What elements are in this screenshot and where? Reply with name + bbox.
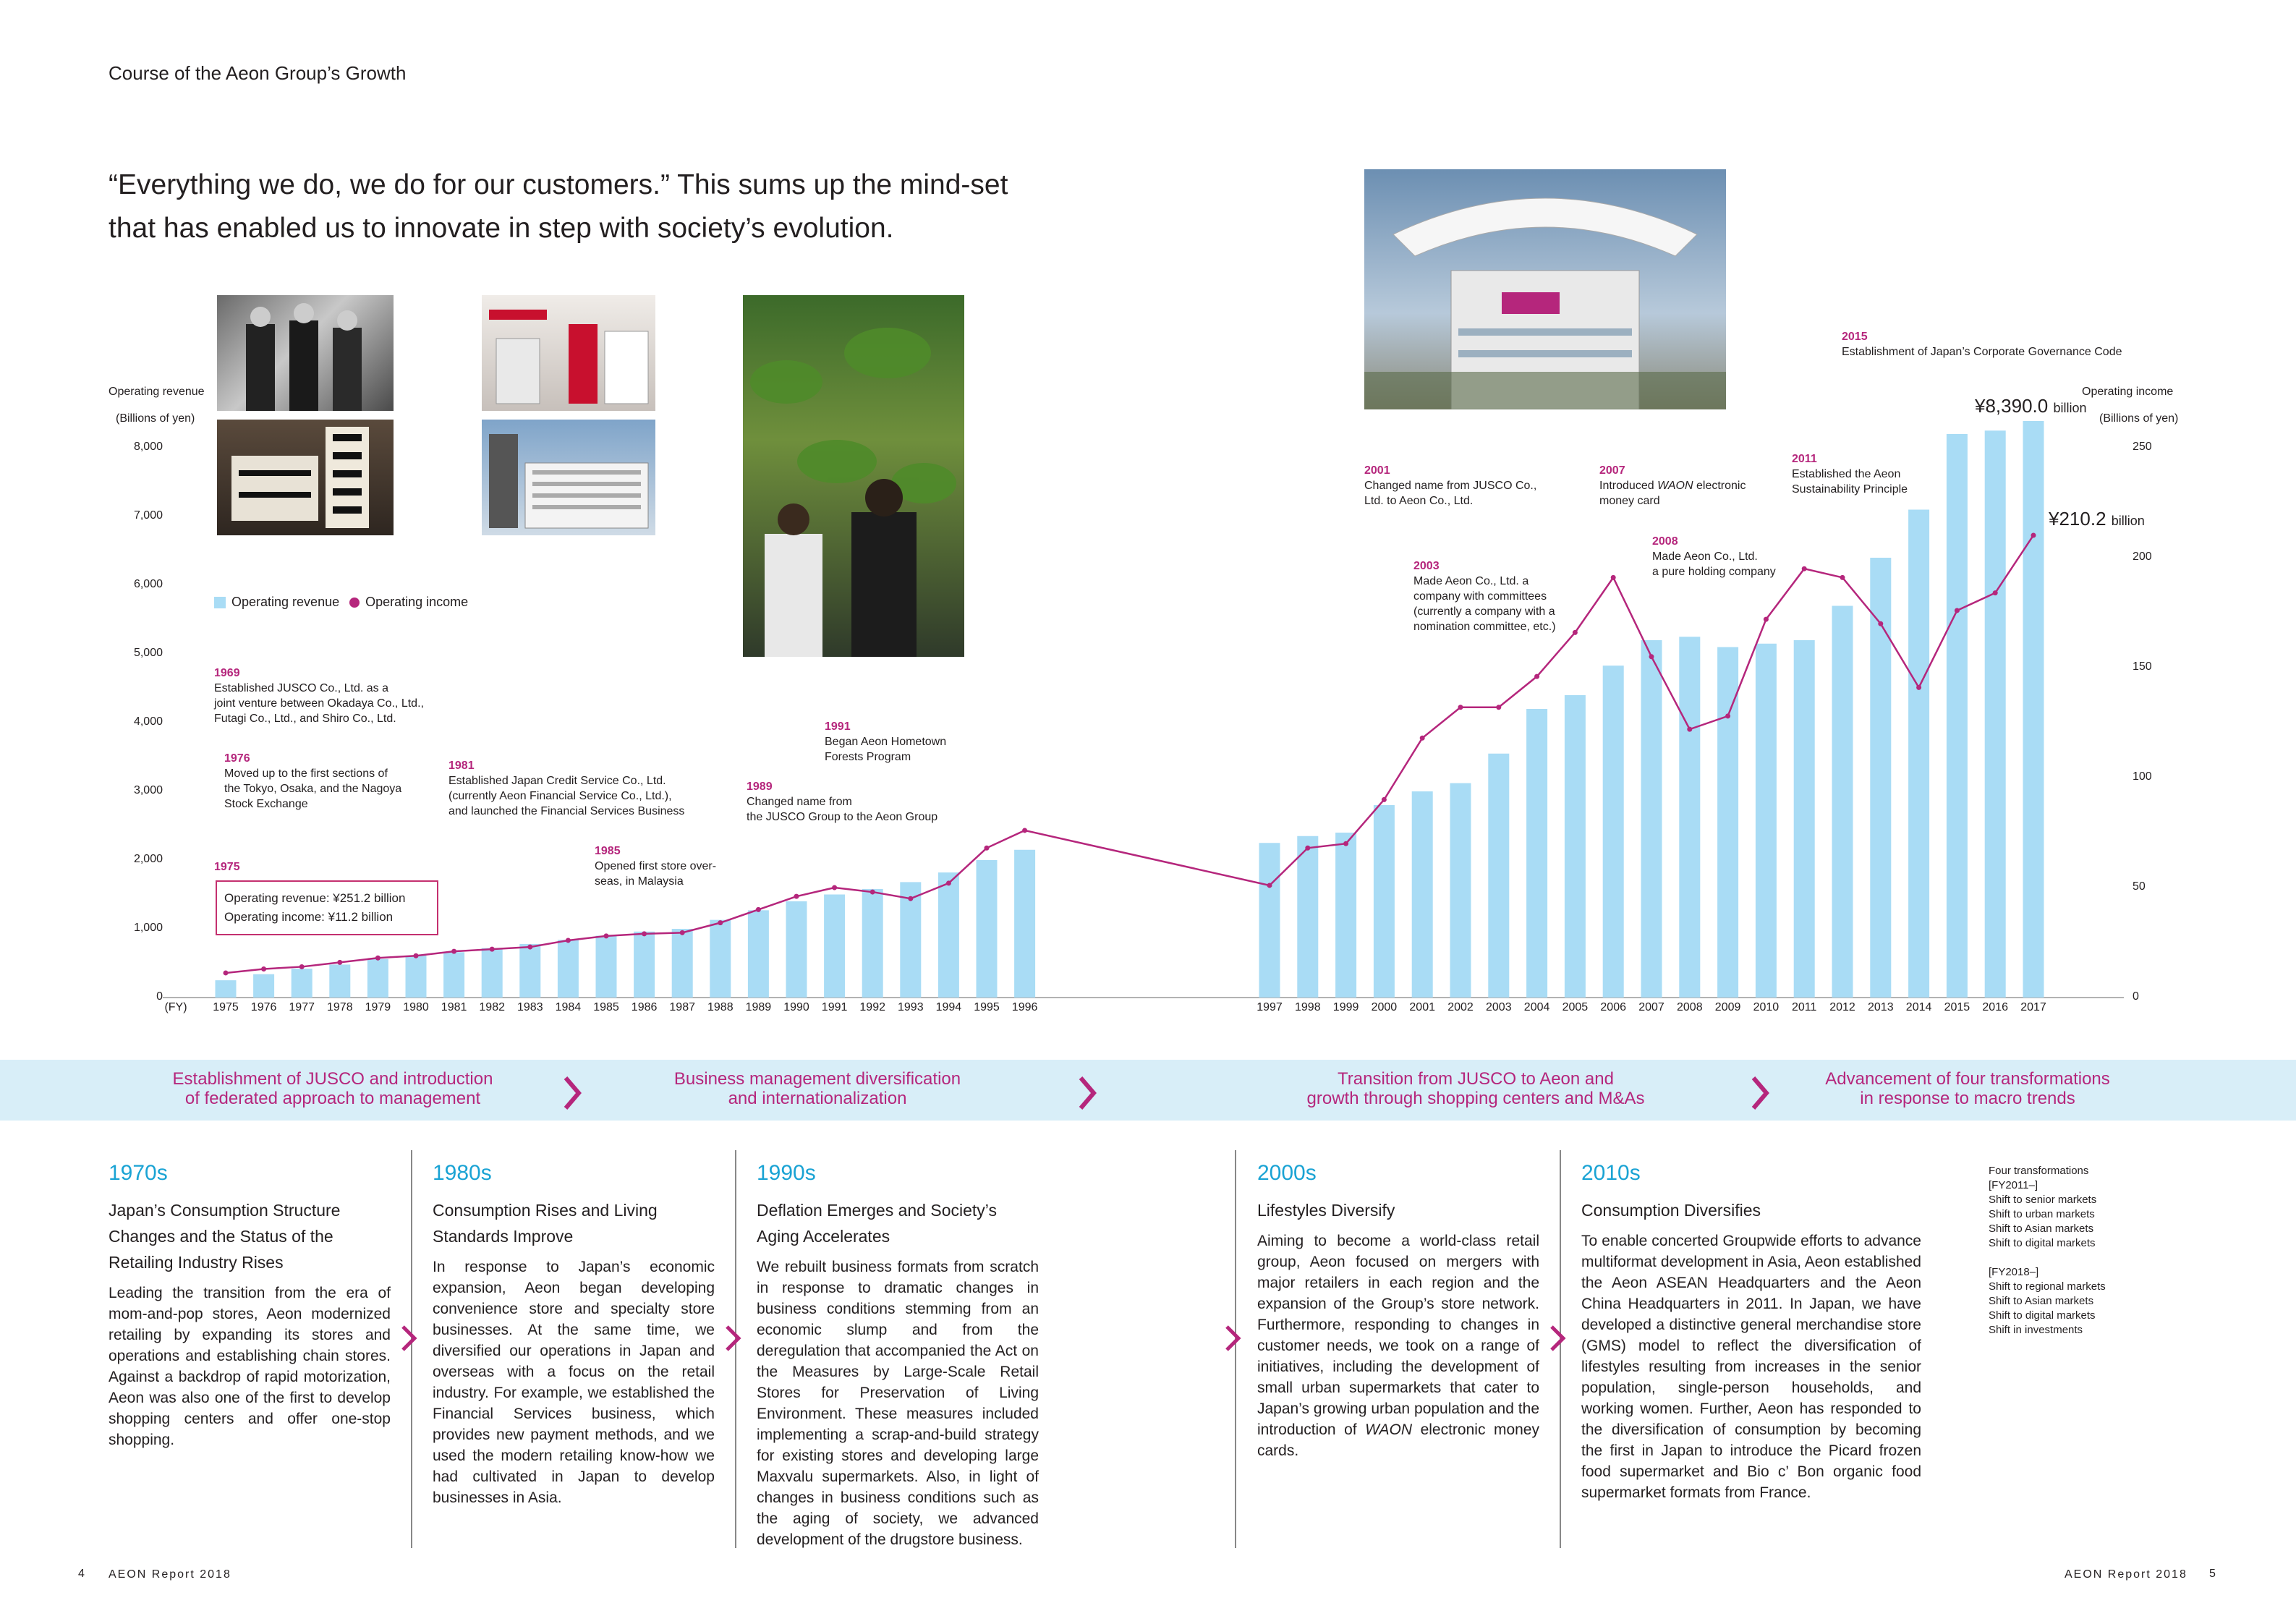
phase-line: of federated approach to management <box>184 1089 481 1108</box>
x-axis-label: (FY) <box>164 1001 187 1013</box>
four-item: Shift to urban markets <box>1989 1208 2095 1220</box>
phase-1 <box>130 1069 535 1108</box>
annotation-year: 2015 <box>1842 331 1868 343</box>
revenue-bar-1990 <box>786 901 807 998</box>
page-number-left: 4 <box>78 1568 86 1580</box>
annotation-year: 2001 <box>1364 464 1390 477</box>
page-number-right: 5 <box>2209 1568 2217 1580</box>
x-tick-1983: 1983 <box>517 1001 543 1013</box>
revenue-bar-2006 <box>1603 666 1624 998</box>
x-tick-2002: 2002 <box>1447 1001 1474 1013</box>
chart-legend <box>214 595 468 610</box>
x-tick-1982: 1982 <box>479 1001 505 1013</box>
decade-1980s <box>433 1161 715 1508</box>
phase-3 <box>1273 1069 1678 1108</box>
callout-revenue: Operating revenue: ¥251.2 billion <box>224 891 406 905</box>
phase-line: in response to macro trends <box>1860 1089 2075 1108</box>
income-point-1989 <box>756 907 761 912</box>
annotation-text: Established JUSCO Co., Ltd. as a joint venture between Okadaya Co., Ltd., Futagi Co., Ltd., and Shiro Co., Ltd. <box>214 682 424 725</box>
revenue-bar-2001 <box>1412 791 1433 998</box>
annotation-1976 <box>224 751 441 812</box>
right-axis-title: Operating income <box>2082 386 2174 398</box>
chevron-right-icon <box>1549 1324 1566 1353</box>
income-point-2012 <box>1840 575 1845 580</box>
income-point-2000 <box>1382 797 1387 802</box>
x-tick-2016: 2016 <box>1982 1001 2008 1013</box>
x-tick-1997: 1997 <box>1257 1001 1283 1013</box>
annotation-year: 1985 <box>595 845 621 857</box>
revenue-2017-unit: billion <box>2053 401 2087 415</box>
annotation-text: Established the Aeon Sustainability Principle <box>1792 468 1908 496</box>
four-item: Shift in investments <box>1989 1324 2083 1336</box>
annotation-text: Changed name from the JUSCO Group to the Aeon Group <box>747 796 938 823</box>
revenue-bar-1984 <box>558 940 579 998</box>
revenue-bar-1975 <box>216 980 237 998</box>
income-2017-unit: billion <box>2111 514 2145 528</box>
revenue-bar-1989 <box>748 910 769 998</box>
x-tick-2000: 2000 <box>1371 1001 1398 1013</box>
annotation-text: Opened first store over- seas, in Malaysia <box>595 860 717 888</box>
revenue-bar-2011 <box>1794 640 1815 998</box>
left-ytick: 7,000 <box>133 509 163 522</box>
x-tick-1977: 1977 <box>289 1001 315 1013</box>
phase-line: Transition from JUSCO to Aeon and <box>1338 1069 1614 1089</box>
annotation-year: 1975 <box>214 861 240 873</box>
report-name-right: AEON Report 2018 <box>2065 1568 2187 1581</box>
income-point-2013 <box>1878 621 1883 626</box>
income-point-1998 <box>1305 846 1310 851</box>
left-ytick: 3,000 <box>133 784 163 796</box>
revenue-bar-1996 <box>1014 850 1035 998</box>
phase-line: and internationalization <box>728 1089 907 1108</box>
legend-label-income: Operating income <box>365 595 469 609</box>
income-point-2017 <box>2031 532 2036 537</box>
right-ytick: 200 <box>2133 550 2152 563</box>
annotation-1989 <box>747 779 985 825</box>
revenue-bar-1981 <box>443 952 464 998</box>
decade-body-post: electronic money cards. <box>1257 1421 1539 1459</box>
callout-income: Operating income: ¥11.2 billion <box>224 910 394 924</box>
revenue-bar-1977 <box>292 969 312 998</box>
x-tick-2008: 2008 <box>1677 1001 1703 1013</box>
report-name-left: AEON Report 2018 <box>109 1568 231 1581</box>
phase-line: Establishment of JUSCO and introduction <box>172 1069 493 1089</box>
chevron-right-icon <box>1224 1324 1241 1353</box>
income-point-1991 <box>832 885 837 890</box>
left-ytick: 8,000 <box>133 441 163 453</box>
left-ytick: 2,000 <box>133 853 163 865</box>
revenue-bar-1999 <box>1335 833 1356 998</box>
income-point-1976 <box>261 966 266 972</box>
chevron-right-icon <box>561 1075 583 1111</box>
income-2017-value: ¥210.2 <box>2049 508 2106 530</box>
annotation-1969 <box>214 666 460 726</box>
four-group2-label: [FY2018–] <box>1989 1266 2039 1278</box>
annotation-text: Establishment of Japan’s Corporate Governance Code <box>1842 346 2122 358</box>
annotation-text: Made Aeon Co., Ltd. a company with committees (currently a company with a nomination committee, etc.) <box>1413 575 1556 633</box>
annotation-year: 2011 <box>1792 453 1817 465</box>
income-point-1980 <box>414 953 419 958</box>
x-tick-2007: 2007 <box>1638 1001 1664 1013</box>
annotation-year: 1991 <box>825 720 851 733</box>
left-ytick: 1,000 <box>133 922 163 934</box>
chevron-right-icon <box>400 1324 417 1353</box>
annotation-year: 2008 <box>1652 535 1678 548</box>
revenue-bar-1978 <box>329 964 350 998</box>
income-point-1996 <box>1022 828 1027 833</box>
four-item: Shift to digital markets <box>1989 1309 2096 1322</box>
x-tick-2006: 2006 <box>1600 1001 1626 1013</box>
annotation-text: Made Aeon Co., Ltd. a pure holding company <box>1652 550 1776 578</box>
phase-2 <box>622 1069 1013 1108</box>
annotation-2003 <box>1413 558 1587 634</box>
revenue-bar-1976 <box>253 974 274 998</box>
section-title: Course of the Aeon Group’s Growth <box>109 62 407 84</box>
left-axis-unit: (Billions of yen) <box>116 412 195 425</box>
right-ytick: 150 <box>2133 660 2152 673</box>
decade-label: 2010s <box>1581 1161 1641 1185</box>
phase-line: Advancement of four transformations <box>1825 1069 2110 1089</box>
x-tick-2012: 2012 <box>1829 1001 1855 1013</box>
decade-body <box>1257 1230 1539 1461</box>
revenue-bar-1986 <box>634 932 655 998</box>
chevron-right-icon <box>1749 1075 1771 1111</box>
legend-swatch-income <box>349 598 360 608</box>
decade-body-pre: Aiming to become a world-class retail group, Aeon focused on mergers with major retailers in each region and the expansion of the Group’s store network. Furthermore, responding to changes in customer needs, we took on a range of initiatives, including the development of small urban supermarkets that cater to Japan’s growing urban population and the introduction of <box>1257 1233 1539 1438</box>
revenue-bar-2000 <box>1374 805 1395 998</box>
x-tick-1995: 1995 <box>974 1001 1000 1013</box>
revenue-2017-label <box>1975 395 2086 417</box>
revenue-bar-2005 <box>1565 695 1586 998</box>
decade-body: In response to Japan’s economic expansion, Aeon began developing convenience store and specialty store businesses. At the same time, we diversified our operations in Japan and overseas with a focus on the retail industry. For example, we established the Financial Services business, which provides new payment methods, and we used the modern retailing know-how we had cultivated in Japan to develop businesses in Asia. <box>433 1259 715 1506</box>
annotation-text: Established Japan Credit Service Co., Ltd. (currently Aeon Financial Service Co., Ltd.), and launched the Financial Services Business <box>448 775 685 817</box>
revenue-bar-1983 <box>519 944 540 998</box>
revenue-bar-2014 <box>1908 510 1929 998</box>
annotation-year: 1969 <box>214 667 240 679</box>
decade-title: Japan’s Consumption Structure Changes and the Status of the Retailing Industry Rises <box>109 1201 341 1272</box>
four-group1-label: [FY2011–] <box>1989 1179 2038 1191</box>
annotation-text-em: WAON <box>1657 480 1693 492</box>
decade-2010s <box>1581 1161 1921 1503</box>
annotation-2011 <box>1792 451 1965 497</box>
annotation-text: Moved up to the first sections of the Tokyo, Osaka, and the Nagoya Stock Exchange <box>224 768 402 810</box>
decade-label: 1990s <box>757 1161 816 1185</box>
decade-label: 1980s <box>433 1161 492 1185</box>
phase-4 <box>1787 1069 2148 1108</box>
revenue-bar-1979 <box>367 959 388 998</box>
annotation-text: Changed name from JUSCO Co., Ltd. to Aeon Co., Ltd. <box>1364 480 1537 507</box>
phase-line: growth through shopping centers and M&As <box>1306 1089 1645 1108</box>
revenue-bar-2016 <box>1985 430 2006 998</box>
income-point-2010 <box>1764 617 1769 622</box>
x-tick-1992: 1992 <box>859 1001 885 1013</box>
x-tick-1999: 1999 <box>1332 1001 1359 1013</box>
right-ytick: 0 <box>2133 990 2139 1003</box>
income-point-2004 <box>1534 674 1539 679</box>
x-tick-1987: 1987 <box>669 1001 695 1013</box>
x-tick-1991: 1991 <box>821 1001 848 1013</box>
revenue-bar-1994 <box>938 872 959 998</box>
callout-1975 <box>216 880 438 935</box>
x-tick-2013: 2013 <box>1868 1001 1894 1013</box>
annotation-1985 <box>595 843 739 889</box>
revenue-bar-2015 <box>1947 434 1968 998</box>
left-ytick: 6,000 <box>133 578 163 590</box>
income-point-2008 <box>1687 727 1692 732</box>
x-tick-1980: 1980 <box>403 1001 429 1013</box>
left-axis-title: Operating revenue <box>109 386 205 398</box>
right-axis-unit: (Billions of yen) <box>2099 412 2179 425</box>
revenue-bar-1987 <box>672 929 693 998</box>
left-ytick: 0 <box>156 990 163 1003</box>
x-tick-2009: 2009 <box>1714 1001 1741 1013</box>
decade-label: 1970s <box>109 1161 168 1185</box>
x-tick-2001: 2001 <box>1409 1001 1435 1013</box>
x-tick-2004: 2004 <box>1523 1001 1550 1013</box>
income-point-1977 <box>299 964 305 969</box>
revenue-bar-2004 <box>1526 709 1547 998</box>
annotation-2008 <box>1652 534 1826 579</box>
decade-body: Leading the transition from the era of mom-and-pop stores, Aeon modernized retailing by expanding its stores and operations and establishing chain stores. Against a backdrop of rapid motorization, Aeon was also one of the first to develop shopping centers and offer one-stop shopping. <box>109 1285 391 1448</box>
annotation-1975 <box>214 859 240 875</box>
income-point-1983 <box>527 945 532 950</box>
x-tick-1986: 1986 <box>631 1001 658 1013</box>
chevron-right-icon <box>724 1324 741 1353</box>
annotation-1991 <box>825 719 984 765</box>
income-point-2006 <box>1611 575 1616 580</box>
decade-1990s <box>757 1161 1039 1550</box>
revenue-bar-1991 <box>824 895 845 998</box>
income-point-1978 <box>337 960 342 965</box>
x-tick-2014: 2014 <box>1905 1001 1932 1013</box>
income-point-2016 <box>1993 590 1998 595</box>
revenue-bar-2012 <box>1832 606 1853 998</box>
x-tick-1975: 1975 <box>213 1001 239 1013</box>
revenue-bar-2002 <box>1450 783 1471 998</box>
x-tick-2015: 2015 <box>1944 1001 1970 1013</box>
revenue-bar-2003 <box>1488 754 1509 998</box>
revenue-bar-1995 <box>977 860 998 998</box>
income-point-1992 <box>870 890 875 895</box>
revenue-bar-1992 <box>862 889 883 998</box>
decade-1970s <box>109 1161 391 1450</box>
income-point-1988 <box>718 920 723 925</box>
legend-label-revenue: Operating revenue <box>231 595 340 609</box>
income-point-1999 <box>1343 841 1348 846</box>
revenue-bar-2017 <box>2023 421 2044 998</box>
revenue-bar-2008 <box>1679 637 1700 998</box>
right-ytick: 100 <box>2133 770 2152 783</box>
x-tick-1985: 1985 <box>593 1001 619 1013</box>
income-point-1986 <box>642 931 647 936</box>
income-point-2003 <box>1496 705 1501 710</box>
x-tick-2010: 2010 <box>1753 1001 1780 1013</box>
income-point-1975 <box>224 970 229 975</box>
revenue-bar-2007 <box>1641 640 1662 998</box>
four-transformations <box>1989 1164 2148 1338</box>
phase-line: Business management diversification <box>673 1069 961 1089</box>
annotation-text: Began Aeon Hometown Forests Program <box>825 736 947 763</box>
income-point-1982 <box>490 947 495 952</box>
income-point-1981 <box>451 949 456 954</box>
annotation-year: 1981 <box>448 760 475 772</box>
decade-body: To enable concerted Groupwide efforts to advance multiformat development in Asia, Aeon established the Aeon ASEAN Headquarters and the Aeon China Headquarters in 2011. In Japan, we have developed a distinctive general merchandise store (GMS) model to reflect the diversification of lifestyles resulting from increases in the senior population, single-person households, and working women. Further, Aeon has responded to the diversification of consumption by becoming the first in Japan to introduce the Picard frozen food supermarket and Bio c’ Bon organic food supermarket formats from France. <box>1581 1233 1921 1501</box>
annotation-text-pre: Introduced <box>1599 480 1658 492</box>
four-item: Shift to Asian markets <box>1989 1223 2094 1235</box>
annotation-2015 <box>1842 329 2174 360</box>
income-point-1994 <box>946 880 951 885</box>
income-point-2009 <box>1725 713 1730 718</box>
x-tick-1996: 1996 <box>1011 1001 1038 1013</box>
x-tick-1978: 1978 <box>327 1001 353 1013</box>
x-tick-2017: 2017 <box>2020 1001 2046 1013</box>
decade-title: Lifestyles Diversify <box>1257 1201 1395 1220</box>
income-2017-label <box>2049 508 2145 530</box>
decade-title: Deflation Emerges and Society’s Aging Accelerates <box>757 1201 997 1246</box>
four-heading: Four transformations <box>1989 1165 2089 1177</box>
four-item: Shift to Asian markets <box>1989 1295 2094 1307</box>
income-point-2001 <box>1420 736 1425 741</box>
revenue-bar-1988 <box>710 920 731 998</box>
income-point-1990 <box>794 894 799 899</box>
annotation-2001 <box>1364 463 1567 509</box>
headline-line-1: “Everything we do, we do for our customers.” This sums up the mind-set <box>109 169 1008 200</box>
revenue-bar-1985 <box>596 936 617 998</box>
left-ytick: 4,000 <box>133 715 163 728</box>
four-item: Shift to senior markets <box>1989 1194 2097 1206</box>
decade-title: Consumption Diversifies <box>1581 1201 1761 1220</box>
revenue-bar-1997 <box>1259 843 1280 998</box>
income-point-1979 <box>375 956 380 961</box>
annotation-2007 <box>1599 463 1787 509</box>
x-tick-2005: 2005 <box>1562 1001 1589 1013</box>
decade-title: Consumption Rises and Living Standards Improve <box>433 1201 658 1246</box>
income-point-1985 <box>604 933 609 938</box>
x-tick-1998: 1998 <box>1295 1001 1321 1013</box>
income-point-1995 <box>985 846 990 851</box>
decade-2000s <box>1257 1161 1539 1461</box>
x-tick-1993: 1993 <box>898 1001 924 1013</box>
x-tick-1984: 1984 <box>555 1001 582 1013</box>
x-tick-1994: 1994 <box>935 1001 962 1013</box>
income-point-1984 <box>566 938 571 943</box>
annotation-year: 1989 <box>747 781 773 793</box>
four-item: Shift to digital markets <box>1989 1237 2096 1249</box>
x-tick-2003: 2003 <box>1486 1001 1512 1013</box>
revenue-bar-1998 <box>1297 836 1318 998</box>
decade-body: We rebuilt business formats from scratch in response to dramatic changes in business conditions stemming from an economic slump and from the deregulation that accompanied the Act on the Measures by Large-Scale Retail Stores for Preservation of Living Environment. These measures included implementing a scrap-and-build strategy for existing stores and developing large Maxvalu supermarkets. Also, in light of changes in business conditions such as the aging of society, we advanced development of the drugstore business. <box>757 1259 1039 1548</box>
annotation-year: 2003 <box>1413 560 1440 572</box>
income-point-2007 <box>1649 654 1654 659</box>
revenue-bar-1982 <box>482 948 503 998</box>
revenue-bar-2010 <box>1756 644 1777 998</box>
annotation-year: 2007 <box>1599 464 1625 477</box>
four-item: Shift to regional markets <box>1989 1280 2106 1293</box>
decade-body-em: WAON <box>1365 1421 1413 1438</box>
revenue-bar-1980 <box>406 956 427 998</box>
left-ytick: 5,000 <box>133 647 163 659</box>
decade-label: 2000s <box>1257 1161 1317 1185</box>
chevron-right-icon <box>1076 1075 1098 1111</box>
x-tick-1981: 1981 <box>441 1001 467 1013</box>
x-tick-1989: 1989 <box>745 1001 772 1013</box>
annotation-text-post: electronic money card <box>1599 480 1746 507</box>
x-tick-1990: 1990 <box>783 1001 809 1013</box>
annotation-1981 <box>448 758 723 819</box>
headline-line-2: that has enabled us to innovate in step with society’s evolution. <box>109 213 894 244</box>
income-point-1997 <box>1267 883 1272 888</box>
income-point-1987 <box>680 930 685 935</box>
x-tick-1976: 1976 <box>250 1001 277 1013</box>
x-tick-1988: 1988 <box>707 1001 734 1013</box>
income-point-2014 <box>1916 685 1921 690</box>
legend-swatch-revenue <box>214 597 226 608</box>
x-tick-1979: 1979 <box>365 1001 391 1013</box>
income-point-1993 <box>908 896 913 901</box>
right-ytick: 250 <box>2133 441 2152 453</box>
income-point-2015 <box>1955 608 1960 613</box>
annotation-year: 1976 <box>224 752 250 765</box>
income-point-2002 <box>1458 705 1463 710</box>
revenue-2017-value: ¥8,390.0 <box>1975 395 2049 417</box>
x-tick-2011: 2011 <box>1791 1001 1817 1013</box>
right-ytick: 50 <box>2133 880 2146 893</box>
